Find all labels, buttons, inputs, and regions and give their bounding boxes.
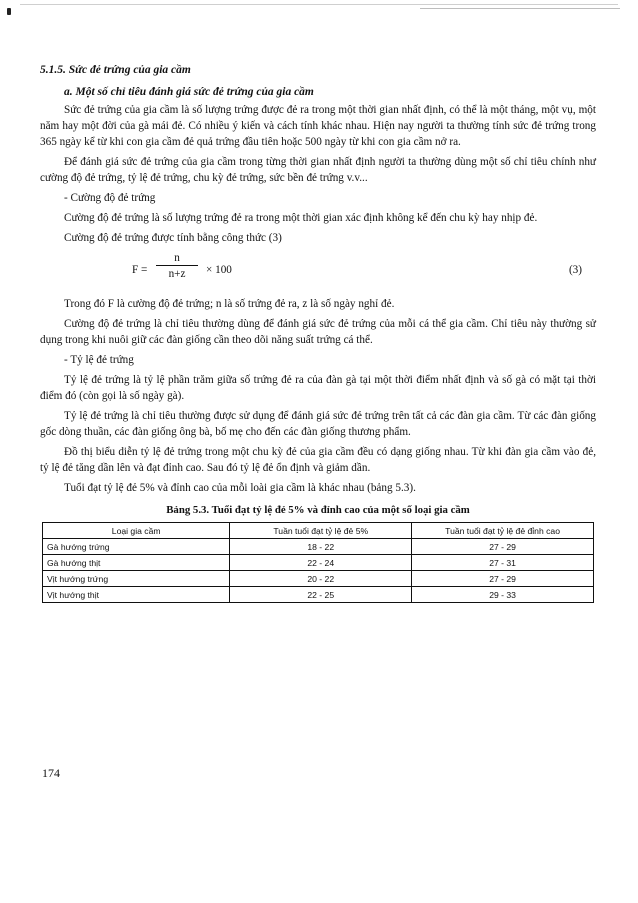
table-cell: 27 - 31 [412, 555, 594, 571]
table-cell: Vịt hướng thịt [43, 587, 230, 603]
table-header-row [43, 523, 594, 539]
table-header-cell: Loại gia cầm [43, 523, 230, 539]
formula-fraction [156, 252, 198, 280]
table-row [43, 555, 594, 571]
table-cell: Gà hướng thịt [43, 555, 230, 571]
margin-mark [7, 8, 11, 15]
paragraph: Tỷ lệ đẻ trứng là chỉ tiêu thường được sử dụng để đánh giá sức đẻ trứng trên tất cả các đàn gia cầm. Từ các đàn giống gốc dòng thuần, các đàn giống ông bà, bố mẹ cho đến các đàn giống thương phẩm. [40, 410, 596, 438]
table-cell: 27 - 29 [412, 571, 594, 587]
table-cell: 29 - 33 [412, 587, 594, 603]
paragraph: Tuổi đạt tỷ lệ đẻ 5% và đỉnh cao của mỗi loài gia cầm là khác nhau (bảng 5.3). [64, 482, 416, 494]
paragraph: Trong đó F là cường độ đẻ trứng; n là số trứng đẻ ra, z là số ngày nghỉ đẻ. [64, 298, 395, 310]
table-row [43, 539, 594, 555]
paragraph: Cường độ đẻ trứng được tính bằng công thức (3) [64, 232, 282, 244]
top-rule-right [420, 8, 620, 9]
paragraph: Đồ thị biểu diễn tỷ lệ đẻ trứng trong một chu kỳ đẻ của gia cầm đều có dạng giống nhau. Từ khi đàn gia cầm vào đẻ, tỷ lệ đẻ tăng dần lên và đạt đỉnh cao. Sau đó tỷ lệ đẻ ổn định và giảm dần. [40, 446, 596, 474]
table-row [43, 571, 594, 587]
table-row [43, 587, 594, 603]
table-cell: 22 - 25 [230, 587, 412, 603]
table-cell: 22 - 24 [230, 555, 412, 571]
list-item: - Tỷ lệ đẻ trứng [64, 354, 134, 366]
formula-lhs: F = [132, 264, 148, 276]
table-header-cell: Tuần tuổi đạt tỷ lệ đẻ 5% [230, 523, 412, 539]
page-number: 174 [42, 766, 60, 780]
table-cell: Vịt hướng trứng [43, 571, 230, 587]
top-rule [20, 4, 618, 5]
subsection-title: a. Một số chỉ tiêu đánh giá sức đẻ trứng của gia cầm [64, 86, 314, 98]
formula-denominator: n+z [168, 268, 186, 280]
formula-number: (3) [568, 264, 582, 276]
formula [40, 250, 596, 294]
paragraph: Cường độ đẻ trứng là chỉ tiêu thường dùng để đánh giá sức đẻ trứng của mỗi cá thể gia cầm. Chỉ tiêu này thường sử dụng trong khi nuôi giữ các đàn giống cần theo dõi năng suất trứng cá thể. [40, 318, 596, 346]
paragraph: Cường độ đẻ trứng là số lượng trứng đẻ ra trong một thời gian xác định không kể đến chu kỳ hay nhịp đẻ. [64, 212, 538, 224]
list-item: - Cường độ đẻ trứng [64, 192, 156, 204]
table-cell: Gà hướng trứng [43, 539, 230, 555]
table-caption: Bảng 5.3. Tuổi đạt tỷ lệ đẻ 5% và đỉnh cao của một số loại gia cầm [166, 504, 470, 516]
paragraph: Sức đẻ trứng của gia cầm là số lượng trứng được đẻ ra trong một thời gian nhất định, có thể là một tháng, một vụ, một năm hay một đời của gà mái đẻ. Có nhiều ý kiến và cách tính khác nhau. Hiện nay người ta thường tính sức đẻ trứng trong 365 ngày kể từ khi con gia cầm đẻ quả trứng đầu tiên hoặc 500 ngày từ khi con gia cầm nở ra. [40, 104, 596, 148]
section-title: 5.1.5. Sức đẻ trứng của gia cầm [40, 64, 191, 76]
formula-numerator: n [156, 252, 198, 266]
paragraph: Tỷ lệ đẻ trứng là tỷ lệ phần trăm giữa số trứng đẻ ra của đàn gà tại một thời điểm nhất định và số gà có mặt tại thời điểm đó (còn gọi là số ngày gà). [40, 374, 596, 402]
formula-rhs: × 100 [206, 264, 232, 276]
table-header-cell: Tuần tuổi đạt tỷ lệ đẻ đỉnh cao [412, 523, 594, 539]
paragraph: Để đánh giá sức đẻ trứng của gia cầm trong từng thời gian nhất định người ta thường dùng một số chỉ tiêu chính như cường độ đẻ trứng, tỷ lệ đẻ trứng, chu kỳ đẻ trứng, sức bền đẻ trứng v.v... [40, 156, 596, 184]
page-body [40, 56, 596, 603]
table-cell: 18 - 22 [230, 539, 412, 555]
table-cell: 20 - 22 [230, 571, 412, 587]
data-table [42, 522, 594, 603]
table-cell: 27 - 29 [412, 539, 594, 555]
